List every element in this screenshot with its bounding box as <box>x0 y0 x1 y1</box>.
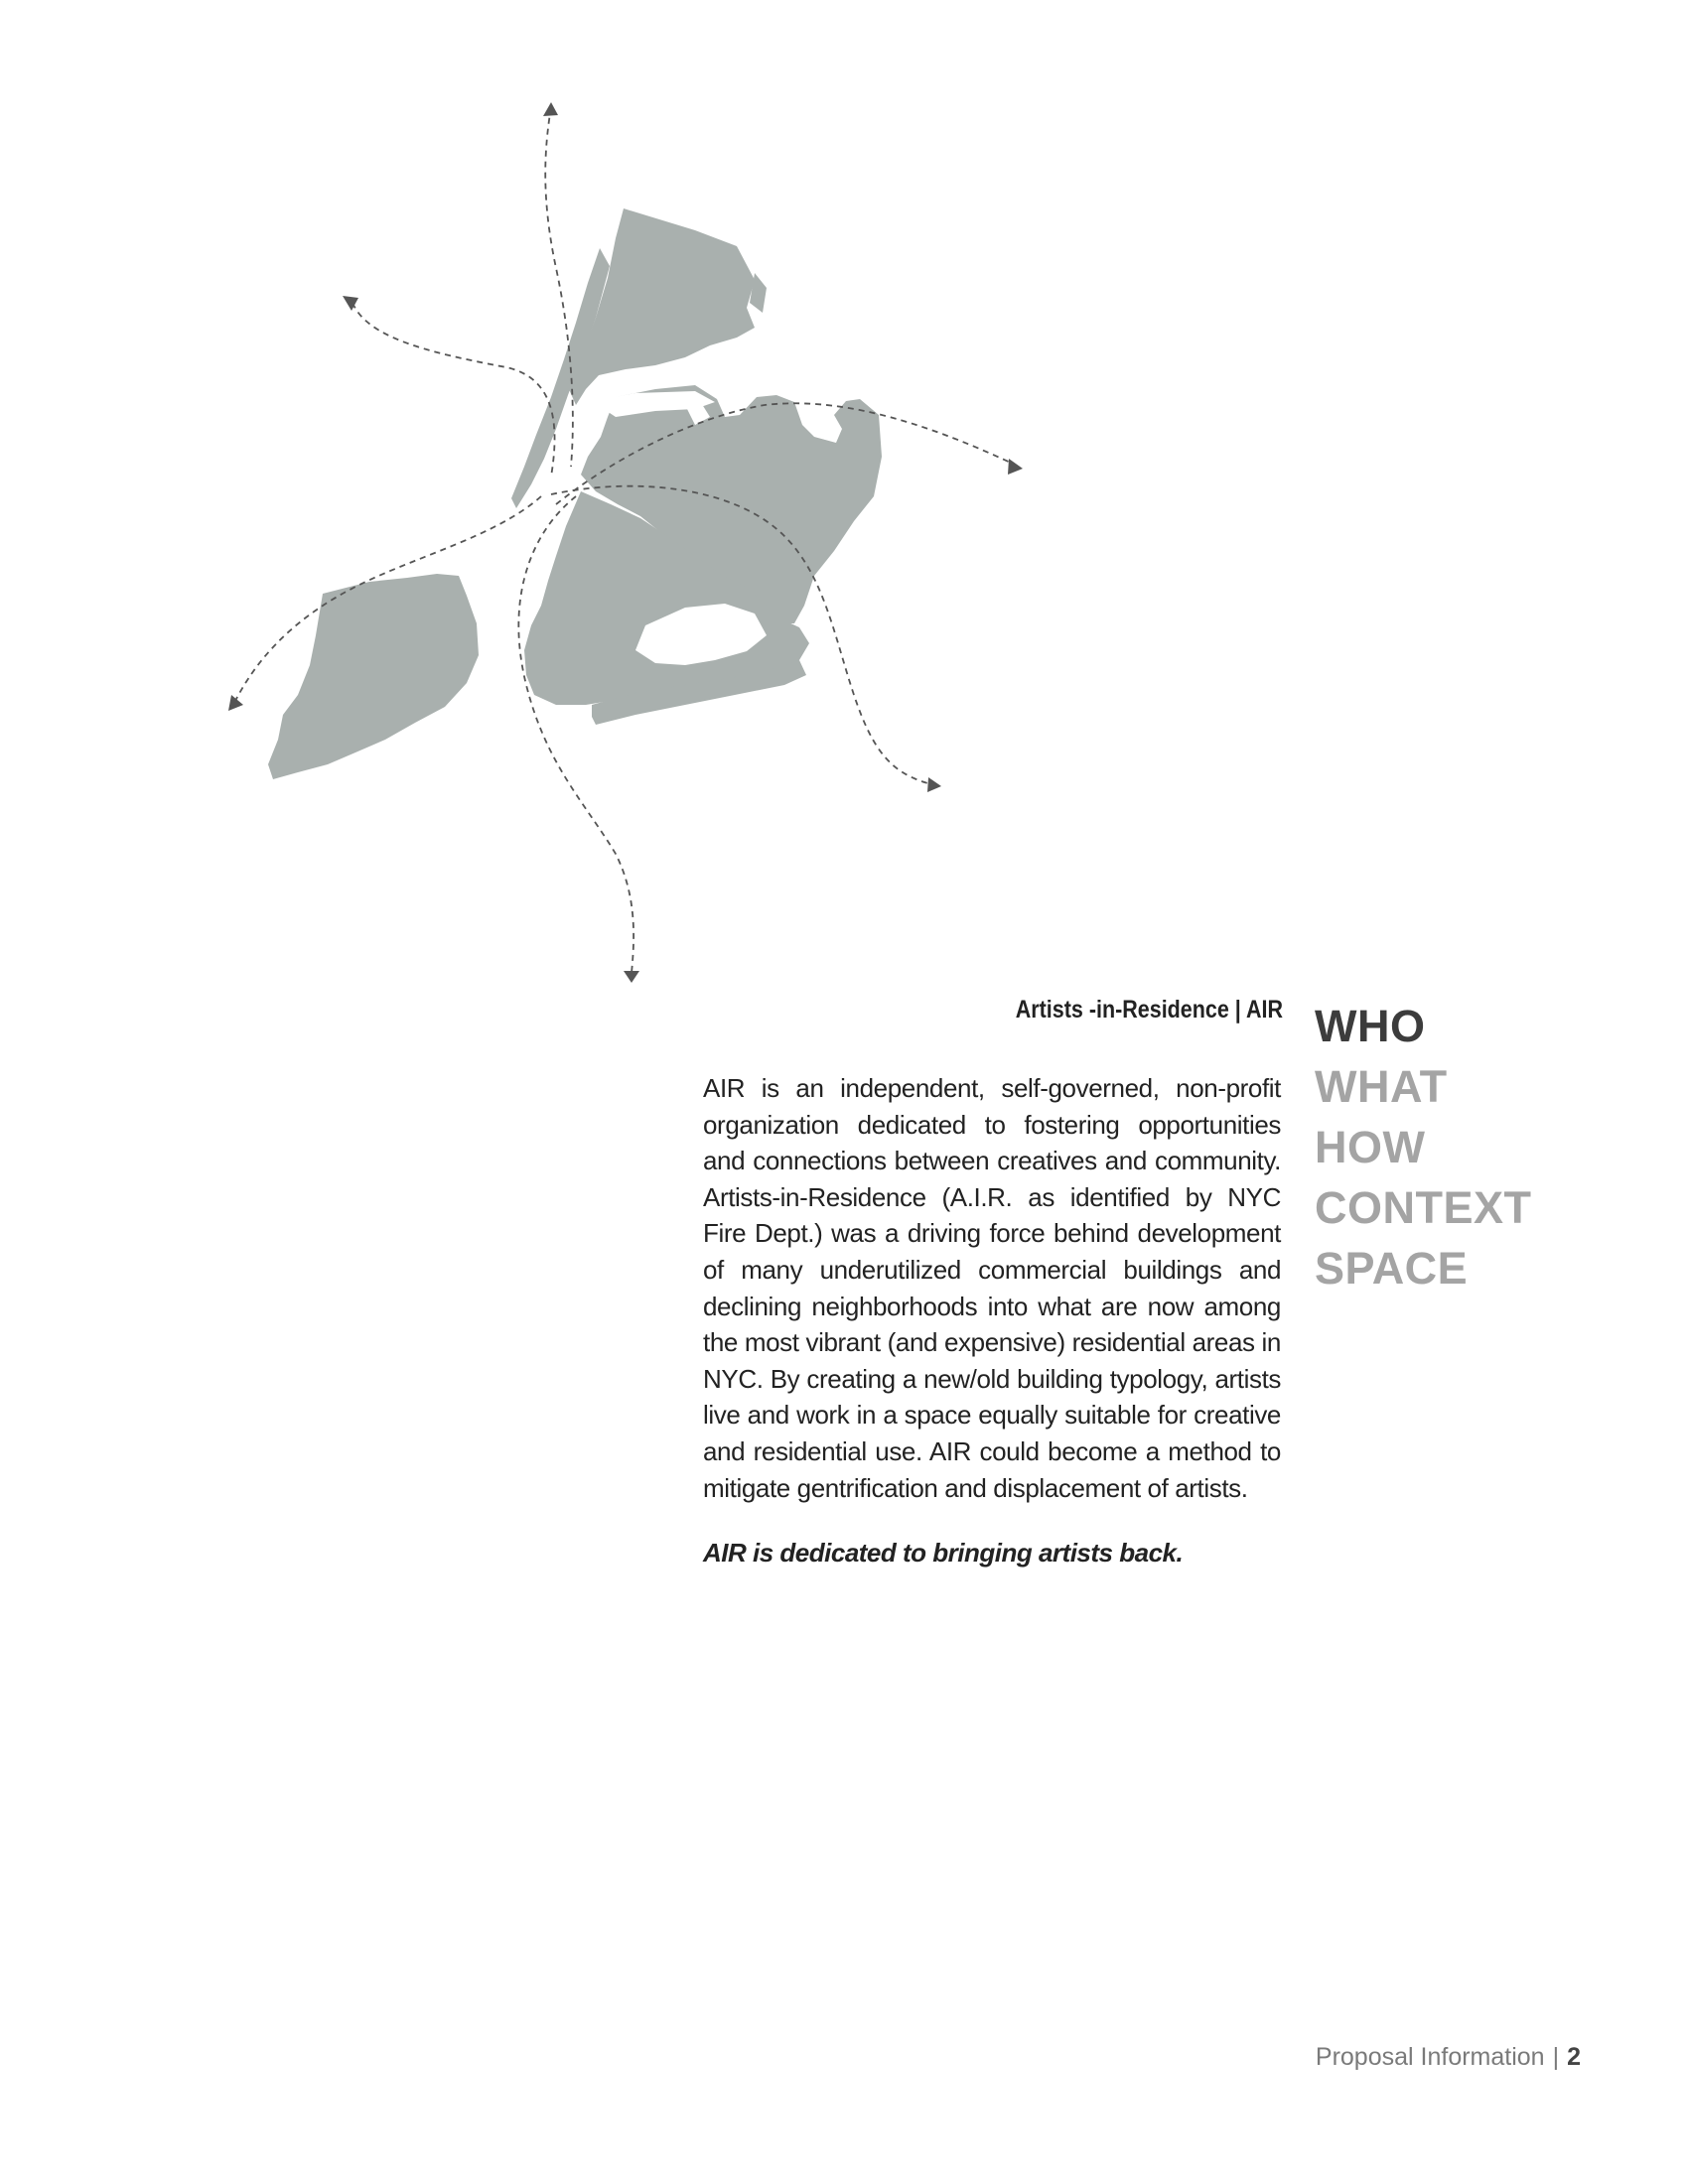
tagline: AIR is dedicated to bringing artists back. <box>703 1538 1184 1568</box>
nav-item-how[interactable]: HOW <box>1315 1122 1426 1172</box>
arrow-north-icon <box>543 102 558 116</box>
section-heading: Artists -in-Residence | AIR <box>1015 996 1283 1024</box>
nav-item-what[interactable]: WHAT <box>1315 1061 1448 1112</box>
nav-item-context[interactable]: CONTEXT <box>1315 1182 1532 1233</box>
footer-label: Proposal Information <box>1315 2043 1545 2071</box>
arrow-south-icon <box>624 971 639 983</box>
page-footer <box>1316 2043 1581 2072</box>
nyc-map-graphic <box>0 0 1688 993</box>
arrow-east-icon <box>1008 459 1023 475</box>
route-northwest <box>352 303 555 477</box>
nav-item-space[interactable]: SPACE <box>1315 1243 1469 1294</box>
page-number: 2 <box>1567 2043 1581 2071</box>
body-paragraph: AIR is an independent, self-governed, non-profit organization dedicated to fostering opportunities and connections between creatives and community. Artists-in-Residence (A.I.R. as identified by NYC Fire Dept.) was a driving force behind development of many underutilized commercial buildings and declining neighborhoods into what are now among the most vibrant (and expensive) residential areas in NYC. By creating a new/old building typology, artists live and work in a space equally suitable for creative and residential use. AIR could become a method to mitigate gentrification and displacement of artists. <box>703 1073 1281 1503</box>
section-nav <box>1315 996 1532 1298</box>
nyc-boroughs-map-icon <box>268 208 882 779</box>
staten-island-shape <box>268 574 479 779</box>
arrow-southwest-icon <box>228 695 243 711</box>
arrow-northwest-icon <box>343 296 358 311</box>
footer-separator: | <box>1552 2043 1560 2071</box>
nav-item-who[interactable]: WHO <box>1315 1001 1426 1051</box>
arrow-southeast-icon <box>927 777 941 792</box>
